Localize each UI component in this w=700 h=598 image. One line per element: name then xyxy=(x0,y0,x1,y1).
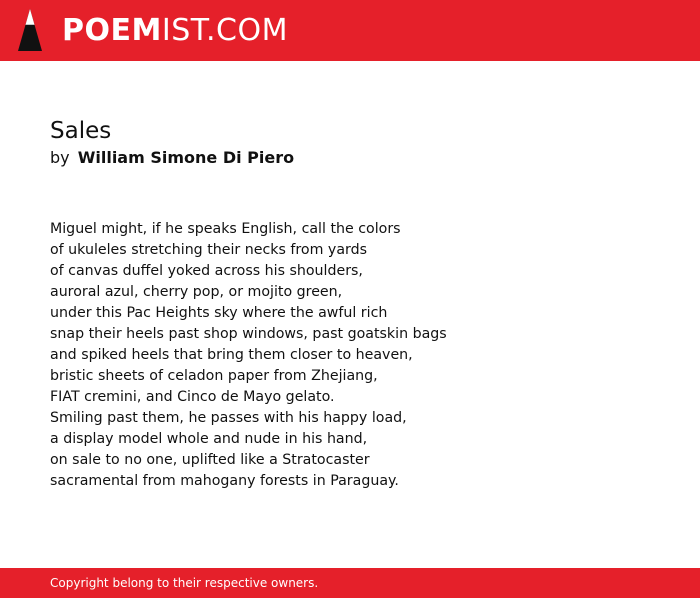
site-footer xyxy=(0,568,700,598)
poem-line: sacramental from mahogany forests in Paraguay. xyxy=(50,473,399,489)
pencil-icon[interactable] xyxy=(18,9,42,51)
brand-bold-text: POEM xyxy=(62,13,162,48)
byline xyxy=(50,147,650,169)
brand-light-text: IST.COM xyxy=(161,13,288,48)
site-logo-text[interactable] xyxy=(62,11,288,51)
poem-line: FIAT cremini, and Cinco de Mayo gelato. xyxy=(50,389,335,405)
poem-line: of ukuleles stretching their necks from yards xyxy=(50,242,368,258)
poem-line: under this Pac Heights sky where the awful rich xyxy=(50,305,388,321)
poem-line: bristic sheets of celadon paper from Zhejiang, xyxy=(50,368,378,384)
copyright-text: Copyright belong to their respective owners. xyxy=(50,576,319,590)
poem-header xyxy=(50,116,650,169)
poem-line: auroral azul, cherry pop, or mojito green, xyxy=(50,284,343,300)
poem-title: Sales xyxy=(50,118,112,144)
poem-body xyxy=(50,219,650,492)
author-name[interactable]: William Simone Di Piero xyxy=(77,148,295,167)
poem-line: of canvas duffel yoked across his shoulders, xyxy=(50,263,363,279)
poem-line: and spiked heels that bring them closer to heaven, xyxy=(50,347,413,363)
by-label: by xyxy=(50,148,70,167)
site-header xyxy=(0,0,700,61)
poem-line: a display model whole and nude in his hand, xyxy=(50,431,368,447)
poem-line: on sale to no one, uplifted like a Stratocaster xyxy=(50,452,370,468)
poem-line: Smiling past them, he passes with his happy load, xyxy=(50,410,407,426)
poem-line: snap their heels past shop windows, past goatskin bags xyxy=(50,326,447,342)
poem-line: Miguel might, if he speaks English, call the colors xyxy=(50,221,401,237)
